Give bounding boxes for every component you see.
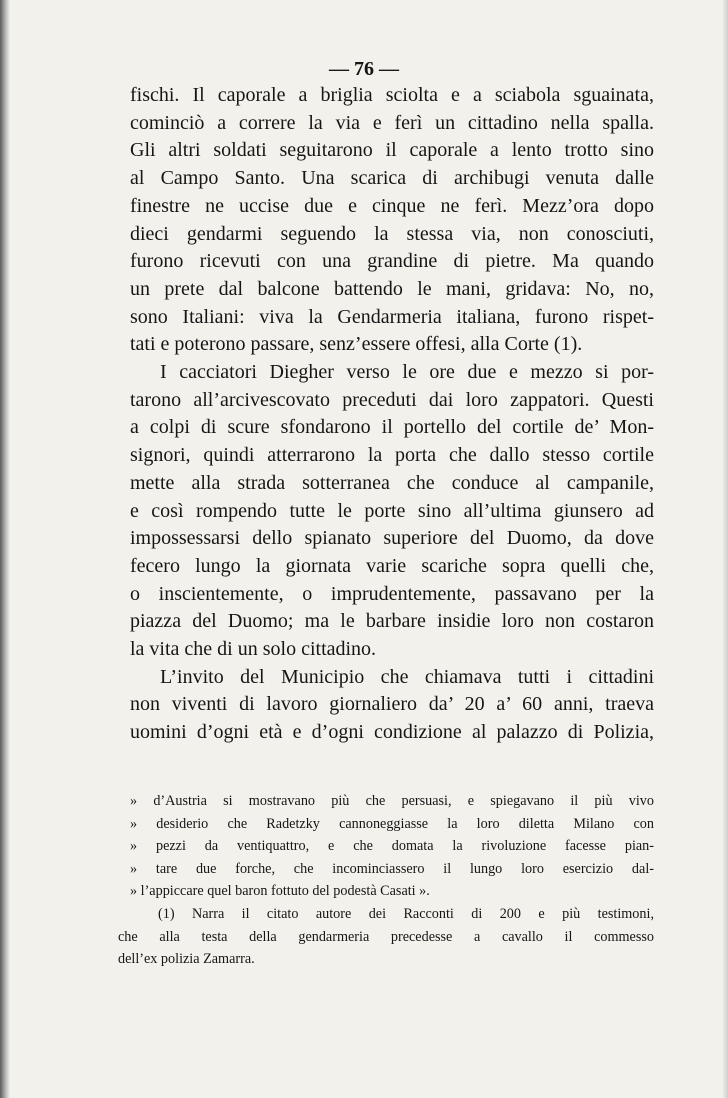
text-line: cominciò a correre la via e ferì un cittadino nella spalla. — [130, 111, 654, 134]
page-number: — 76 — — [329, 58, 399, 80]
footnote-line: dell’ex polizia Zamarra. — [118, 951, 255, 968]
footnote-line: » tare due forche, che incominciassero il lungo loro esercizio dal- — [130, 860, 654, 877]
paragraph-start: L’invito del Municipio che chiamava tutti i cittadini — [160, 665, 654, 688]
text-line: un prete dal balcone battendo le mani, gridava: No, no, — [130, 277, 654, 300]
text-line: al Campo Santo. Una scarica di archibugi venuta dalle — [130, 167, 654, 190]
body-text — [130, 82, 654, 747]
page-edge-shadow — [0, 0, 10, 1098]
text-line: piazza del Duomo; ma le barbare insidie loro non costaron — [130, 610, 654, 633]
text-line: sono Italiani: viva la Gendarmeria italiana, furono rispet- — [130, 305, 654, 328]
footnote-line: » pezzi da ventiquattro, e che domata la rivoluzione facesse pian- — [130, 838, 654, 855]
text-line: fischi. Il caporale a briglia sciolta e a sciabola sguainata, — [130, 84, 654, 106]
text-line: impossessarsi dello spianato superiore del Duomo, da dove — [130, 527, 654, 550]
footnote-line: » desiderio che Radetzky cannoneggiasse la loro diletta Milano con — [130, 815, 654, 832]
footnote-line: » l’appiccare quel baron fottuto del podestà Casati ». — [130, 883, 430, 900]
text-line: uomini d’ogni età e d’ogni condizione al palazzo di Polizia, — [130, 721, 654, 744]
text-line: dieci gendarmi seguendo la stessa via, non conosciuti, — [130, 222, 654, 245]
text-line: signori, quindi atterrarono la porta che dallo stesso cortile — [130, 444, 654, 467]
text-line: a colpi di scure sfondarono il portello del cortile de’ Mon- — [130, 416, 654, 439]
text-line: finestre ne uccise due e cinque ne ferì. Mezz’ora dopo — [130, 194, 654, 217]
text-line: fecero lungo la giornata varie scariche sopra quelli che, — [130, 554, 654, 577]
footnotes — [118, 790, 654, 971]
page-edge-right — [722, 0, 728, 1098]
text-line: tati e poterono passare, senz’essere offesi, alla Corte (1). — [130, 333, 583, 356]
footnote-line: che alla testa della gendarmeria precedesse a cavallo il commesso — [118, 928, 654, 945]
footnote-line: » d’Austria si mostravano più che persuasi, e spiegavano il più vivo — [130, 793, 654, 809]
text-line: furono ricevuti con una grandine di pietre. Ma quando — [130, 250, 654, 273]
text-line: Gli altri soldati seguitarono il caporale a lento trotto sino — [130, 139, 654, 162]
text-line: mette alla strada sotterranea che conduce al campanile, — [130, 471, 654, 494]
text-line: e così rompendo tutte le porte sino all’ultima giunsero ad — [130, 499, 654, 522]
text-line: o inscientemente, o imprudentemente, passavano per la — [130, 582, 654, 605]
text-line: la vita che di un solo cittadino. — [130, 638, 377, 661]
footnote-1: (1) Narra il citato autore dei Racconti di 200 e più testimoni, — [158, 905, 654, 922]
text-line: tarono all’arcivescovato preceduti dai loro zappatori. Questi — [130, 388, 654, 411]
text-line: non viventi di lavoro giornaliero da’ 20 a’ 60 anni, traeva — [130, 693, 654, 716]
paragraph-start: I cacciatori Diegher verso le ore due e mezzo si por- — [160, 361, 654, 384]
